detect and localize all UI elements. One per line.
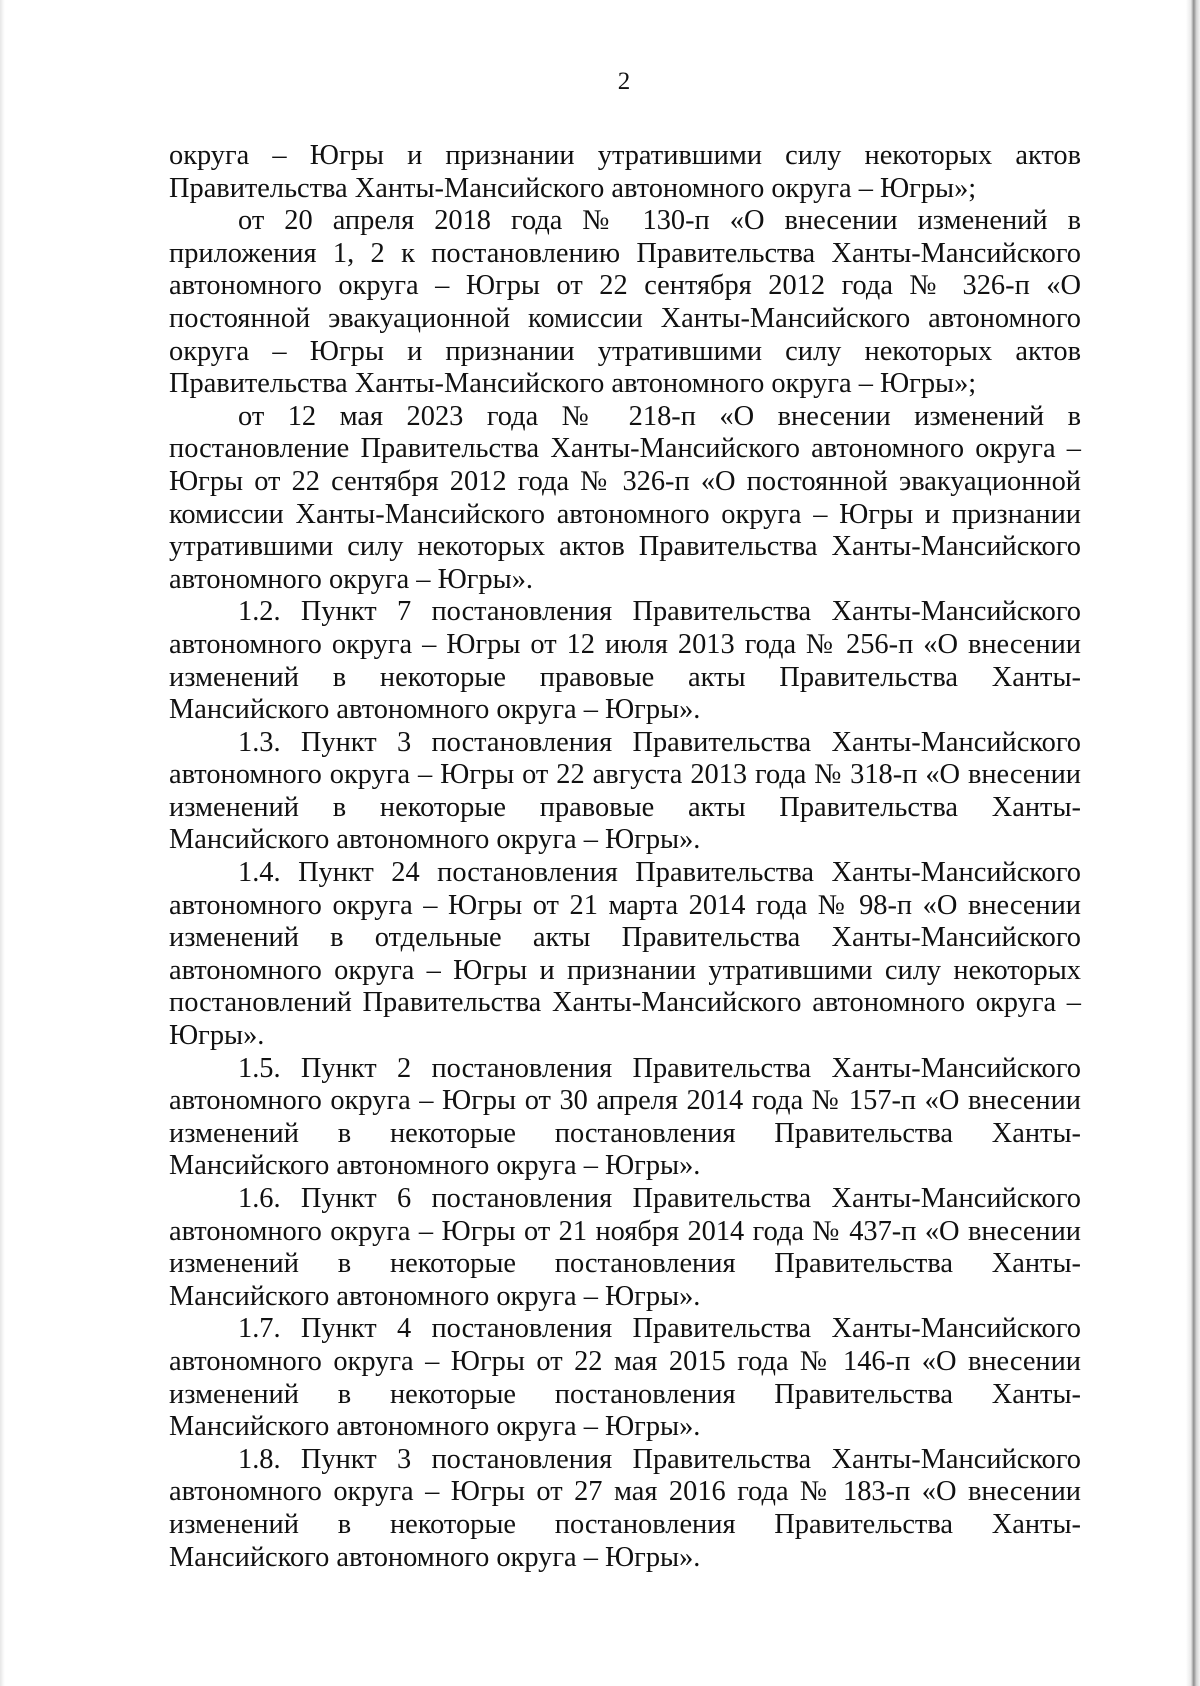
paragraph-2023-218: от 12 мая 2023 года № 218-п «О внесении изменений в постановление Правительства Ханты-Мансийского автономного округа – Югры от 22 сентября 2012 года № 326-п «О постоянной эвакуационной комиссии Ханты-Мансийского автономного округа – Югры и признании утратившими силу некоторых актов Правительства Ханты-Мансийского автономного округа – Югры». <box>169 400 1081 595</box>
paragraph-1-7: 1.7. Пункт 4 постановления Правительства Ханты-Мансийского автономного округа – Югры от 22 мая 2015 года № 146-п «О внесении изменений в некоторые постановления Правительства Ханты-Мансийского автономного округа – Югры». <box>169 1313 1081 1443</box>
page-number: 2 <box>617 68 631 95</box>
paragraph-2018-130: от 20 апреля 2018 года № 130-п «О внесении изменений в приложения 1, 2 к постановлению Правительства Ханты-Мансийского автономного округа – Югры от 22 сентября 2012 года № 326-п «О постоянной эвакуационной комиссии Ханты-Мансийского автономного округа – Югры и признании утратившими силу некоторых актов Правительства Ханты-Мансийского автономного округа – Югры»; <box>169 205 1081 400</box>
scan-left-edge <box>0 0 5 1686</box>
document-body <box>169 140 1081 1574</box>
paragraph-1-4: 1.4. Пункт 24 постановления Правительства Ханты-Мансийского автономного округа – Югры от 21 марта 2014 года № 98-п «О внесении изменений в отдельные акты Правительства Ханты-Мансийского автономного округа – Югры и признании утратившими силу некоторых постановлений Правительства Ханты-Мансийского автономного округа – Югры». <box>169 857 1081 1052</box>
paragraph-continuation: округа – Югры и признании утратившими силу некоторых актов Правительства Ханты-Мансийского автономного округа – Югры»; <box>169 140 1081 204</box>
paragraph-1-8: 1.8. Пункт 3 постановления Правительства Ханты-Мансийского автономного округа – Югры от 27 мая 2016 года № 183-п «О внесении изменений в некоторые постановления Правительства Ханты-Мансийского автономного округа – Югры». <box>169 1443 1081 1573</box>
paragraph-1-3: 1.3. Пункт 3 постановления Правительства Ханты-Мансийского автономного округа – Югры от 22 августа 2013 года № 318-п «О внесении изменений в некоторые правовые акты Правительства Ханты-Мансийского автономного округа – Югры». <box>169 726 1081 856</box>
paragraph-1-2: 1.2. Пункт 7 постановления Правительства Ханты-Мансийского автономного округа – Югры от 12 июля 2013 года № 256-п «О внесении изменений в некоторые правовые акты Правительства Ханты-Мансийского автономного округа – Югры». <box>169 596 1081 726</box>
scan-right-edge <box>1186 0 1200 1686</box>
paragraph-1-6: 1.6. Пункт 6 постановления Правительства Ханты-Мансийского автономного округа – Югры от 21 ноября 2014 года № 437-п «О внесении изменений в некоторые постановления Правительства Ханты-Мансийского автономного округа – Югры». <box>169 1183 1081 1312</box>
paragraph-1-5: 1.5. Пункт 2 постановления Правительства Ханты-Мансийского автономного округа – Югры от 30 апреля 2014 года № 157-п «О внесении изменений в некоторые постановления Правительства Ханты-Мансийского автономного округа – Югры». <box>169 1052 1081 1182</box>
